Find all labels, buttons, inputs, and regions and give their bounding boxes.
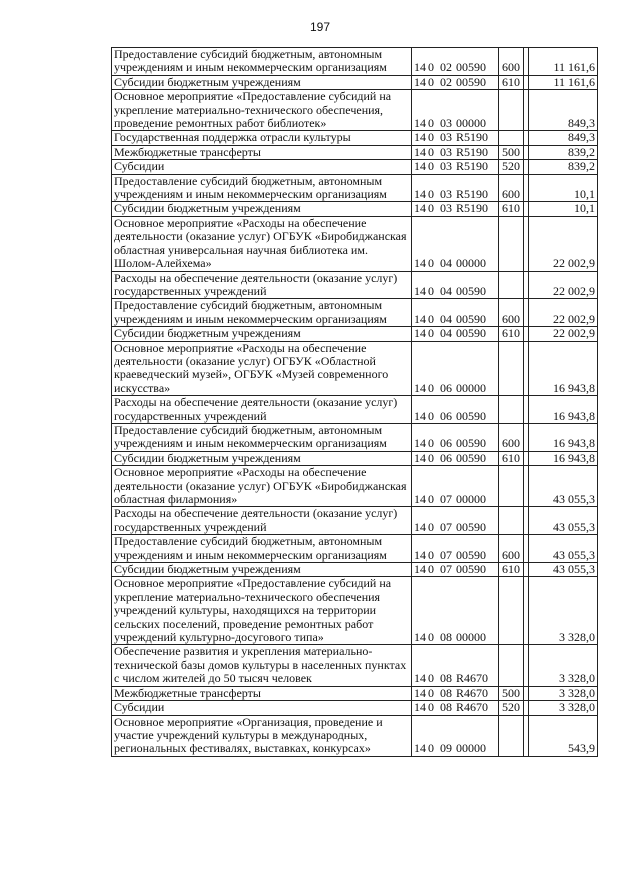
amount: 3 328,0 (529, 701, 598, 715)
code-part-event: 03 (440, 159, 452, 174)
target-article-code (412, 535, 499, 563)
code-part-direction: 00590 (456, 283, 486, 298)
code-part-direction: 00590 (456, 311, 486, 326)
code-part-event: 09 (440, 741, 452, 756)
table-row (112, 451, 598, 465)
table-row (112, 507, 598, 535)
code-part-direction: 00590 (456, 408, 486, 423)
target-article-code (412, 75, 499, 89)
budget-table (111, 47, 598, 757)
code-part-subprogram: 0 (428, 685, 434, 700)
amount: 22 002,9 (529, 271, 598, 299)
code-part-subprogram: 0 (428, 256, 434, 271)
code-part-subprogram: 0 (428, 144, 434, 159)
expense-name: Основное мероприятие «Организация, проведение и участие учреждений культуры в международных, региональных фестивалях, выставках, конкурсах» (112, 715, 412, 756)
table-row (112, 48, 598, 76)
code-part-direction: R5190 (456, 201, 489, 216)
code-part-subprogram: 0 (428, 408, 434, 423)
expense-type-code: 610 (499, 75, 524, 89)
code-part-subprogram: 0 (428, 201, 434, 216)
expense-type-code (499, 216, 524, 271)
amount: 543,9 (529, 715, 598, 756)
amount: 43 055,3 (529, 466, 598, 507)
expense-name: Расходы на обеспечение деятельности (оказание услуг) государственных учреждений (112, 507, 412, 535)
code-part-event: 04 (440, 311, 452, 326)
code-part-subprogram: 0 (428, 380, 434, 395)
code-part-direction: R5190 (456, 159, 489, 174)
code-part-event: 04 (440, 326, 452, 341)
code-part-event: 08 (440, 685, 452, 700)
code-part-direction: R4670 (456, 671, 489, 686)
code-part-subprogram: 0 (428, 630, 434, 645)
code-part-direction: R4670 (456, 700, 489, 715)
code-part-subprogram: 0 (428, 116, 434, 131)
amount: 16 943,8 (529, 341, 598, 396)
code-part-subprogram: 0 (428, 187, 434, 202)
expense-type-code (499, 341, 524, 396)
code-part-event: 07 (440, 519, 452, 534)
amount: 849,3 (529, 131, 598, 145)
code-part-program: 14 (414, 144, 426, 159)
expense-type-code: 600 (499, 174, 524, 202)
expense-name: Основное мероприятие «Расходы на обеспечение деятельности (оказание услуг) ОГБУК «Биробиджанская областная филармония» (112, 466, 412, 507)
target-article-code (412, 299, 499, 327)
expense-type-code (499, 715, 524, 756)
target-article-code (412, 216, 499, 271)
code-part-event: 07 (440, 547, 452, 562)
target-article-code (412, 327, 499, 341)
table-row (112, 701, 598, 715)
code-part-event: 03 (440, 130, 452, 145)
table-row (112, 75, 598, 89)
code-part-program: 14 (414, 547, 426, 562)
expense-type-code (499, 90, 524, 131)
table-row (112, 216, 598, 271)
code-part-subprogram: 0 (428, 436, 434, 451)
expense-name: Субсидии (112, 160, 412, 174)
code-part-subprogram: 0 (428, 130, 434, 145)
code-part-subprogram: 0 (428, 492, 434, 506)
code-part-program: 14 (414, 492, 426, 506)
code-part-program: 14 (414, 450, 426, 465)
expense-name: Предоставление субсидий бюджетным, автономным учреждениям и иным некоммерческим организациям (112, 48, 412, 76)
amount: 16 943,8 (529, 451, 598, 465)
code-part-direction: R5190 (456, 130, 489, 145)
expense-name: Расходы на обеспечение деятельности (оказание услуг) государственных учреждений (112, 396, 412, 424)
expense-name: Субсидии бюджетным учреждениям (112, 451, 412, 465)
expense-type-code (499, 577, 524, 645)
target-article-code (412, 577, 499, 645)
code-part-subprogram: 0 (428, 700, 434, 715)
code-part-direction: 00590 (456, 60, 486, 75)
code-part-event: 06 (440, 380, 452, 395)
code-part-direction: R4670 (456, 685, 489, 700)
table-row (112, 145, 598, 159)
table-row (112, 715, 598, 756)
code-part-subprogram: 0 (428, 283, 434, 298)
expense-name: Межбюджетные трансферты (112, 686, 412, 700)
target-article-code (412, 507, 499, 535)
target-article-code (412, 160, 499, 174)
code-part-event: 08 (440, 671, 452, 686)
code-part-subprogram: 0 (428, 159, 434, 174)
amount: 10,1 (529, 202, 598, 216)
amount: 3 328,0 (529, 645, 598, 686)
expense-name: Межбюджетные трансферты (112, 145, 412, 159)
expense-name: Основное мероприятие «Расходы на обеспечение деятельности (оказание услуг) ОГБУК «Биробиджанская областная универсальная научная библиотека им. Шолом-Алейхема» (112, 216, 412, 271)
expense-name: Субсидии бюджетным учреждениям (112, 327, 412, 341)
table-row (112, 271, 598, 299)
code-part-event: 04 (440, 256, 452, 271)
table-row (112, 396, 598, 424)
code-part-direction: 00000 (456, 630, 486, 645)
table-row (112, 423, 598, 451)
code-part-event: 03 (440, 144, 452, 159)
expense-type-code (499, 645, 524, 686)
expense-name: Предоставление субсидий бюджетным, автономным учреждениям и иным некоммерческим организациям (112, 423, 412, 451)
table-row (112, 90, 598, 131)
expense-name: Основное мероприятие «Расходы на обеспечение деятельности (оказание услуг) ОГБУК «Областной краеведческий музей», ОГБУК «Музей современного искусства» (112, 341, 412, 396)
code-part-direction: 00590 (456, 450, 486, 465)
code-part-event: 07 (440, 562, 452, 577)
expense-type-code (499, 466, 524, 507)
code-part-program: 14 (414, 685, 426, 700)
code-part-event: 06 (440, 436, 452, 451)
table-row (112, 327, 598, 341)
target-article-code (412, 396, 499, 424)
expense-name: Субсидии (112, 701, 412, 715)
code-part-subprogram: 0 (428, 74, 434, 89)
table-row (112, 466, 598, 507)
code-part-event: 06 (440, 450, 452, 465)
expense-type-code: 600 (499, 299, 524, 327)
target-article-code (412, 466, 499, 507)
expense-name: Субсидии бюджетным учреждениям (112, 75, 412, 89)
amount: 16 943,8 (529, 396, 598, 424)
expense-type-code: 600 (499, 423, 524, 451)
table-row (112, 341, 598, 396)
code-part-program: 14 (414, 130, 426, 145)
amount: 839,2 (529, 160, 598, 174)
expense-type-code (499, 131, 524, 145)
target-article-code (412, 341, 499, 396)
code-part-program: 14 (414, 60, 426, 75)
amount: 11 161,6 (529, 75, 598, 89)
code-part-direction: 00590 (456, 74, 486, 89)
code-part-subprogram: 0 (428, 562, 434, 577)
expense-type-code (499, 271, 524, 299)
table-row (112, 131, 598, 145)
code-part-event: 02 (440, 74, 452, 89)
code-part-program: 14 (414, 562, 426, 577)
table-row (112, 535, 598, 563)
target-article-code (412, 271, 499, 299)
code-part-subprogram: 0 (428, 450, 434, 465)
code-part-event: 03 (440, 187, 452, 202)
code-part-direction: 00000 (456, 116, 486, 131)
amount: 22 002,9 (529, 216, 598, 271)
target-article-code (412, 202, 499, 216)
amount: 849,3 (529, 90, 598, 131)
code-part-program: 14 (414, 741, 426, 756)
code-part-direction: 00590 (456, 436, 486, 451)
code-part-direction: 00590 (456, 562, 486, 577)
table-row (112, 577, 598, 645)
code-part-subprogram: 0 (428, 60, 434, 75)
table-row (112, 299, 598, 327)
amount: 22 002,9 (529, 327, 598, 341)
code-part-event: 03 (440, 116, 452, 131)
code-part-subprogram: 0 (428, 519, 434, 534)
expense-type-code: 500 (499, 686, 524, 700)
code-part-event: 03 (440, 201, 452, 216)
target-article-code (412, 131, 499, 145)
expense-type-code: 610 (499, 563, 524, 577)
expense-type-code: 610 (499, 202, 524, 216)
code-part-program: 14 (414, 311, 426, 326)
target-article-code (412, 563, 499, 577)
code-part-program: 14 (414, 700, 426, 715)
code-part-direction: R5190 (456, 144, 489, 159)
code-part-direction: 00590 (456, 326, 486, 341)
amount: 3 328,0 (529, 686, 598, 700)
code-part-program: 14 (414, 630, 426, 645)
expense-name: Расходы на обеспечение деятельности (оказание услуг) государственных учреждений (112, 271, 412, 299)
target-article-code (412, 90, 499, 131)
code-part-program: 14 (414, 519, 426, 534)
code-part-event: 08 (440, 700, 452, 715)
amount: 839,2 (529, 145, 598, 159)
code-part-direction: 00000 (456, 741, 486, 756)
expense-type-code: 600 (499, 48, 524, 76)
code-part-direction: R5190 (456, 187, 489, 202)
code-part-event: 07 (440, 492, 452, 506)
expense-name: Основное мероприятие «Предоставление субсидий на укрепление материально-технического обеспечения учреждений культуры, находящихся на территории сельских поселений, проведение ремонтных работ учреждений культурно-досугового типа» (112, 577, 412, 645)
budget-table-body (112, 48, 598, 757)
code-part-event: 06 (440, 408, 452, 423)
target-article-code (412, 686, 499, 700)
target-article-code (412, 715, 499, 756)
target-article-code (412, 451, 499, 465)
code-part-program: 14 (414, 256, 426, 271)
expense-name: Обеспечение развития и укрепления материально-технической базы домов культуры в населенных пунктах с числом жителей до 50 тысяч человек (112, 645, 412, 686)
amount: 16 943,8 (529, 423, 598, 451)
page-number: 197 (309, 20, 331, 34)
target-article-code (412, 48, 499, 76)
table-row (112, 202, 598, 216)
code-part-program: 14 (414, 201, 426, 216)
expense-name: Субсидии бюджетным учреждениям (112, 563, 412, 577)
code-part-subprogram: 0 (428, 547, 434, 562)
table-row (112, 645, 598, 686)
code-part-direction: 00000 (456, 492, 486, 506)
target-article-code (412, 174, 499, 202)
code-part-direction: 00590 (456, 519, 486, 534)
amount: 43 055,3 (529, 507, 598, 535)
code-part-program: 14 (414, 326, 426, 341)
code-part-event: 04 (440, 283, 452, 298)
expense-name: Предоставление субсидий бюджетным, автономным учреждениям и иным некоммерческим организациям (112, 299, 412, 327)
amount: 10,1 (529, 174, 598, 202)
code-part-program: 14 (414, 74, 426, 89)
code-part-subprogram: 0 (428, 311, 434, 326)
expense-type-code: 520 (499, 701, 524, 715)
expense-name: Предоставление субсидий бюджетным, автономным учреждениям и иным некоммерческим организациям (112, 535, 412, 563)
code-part-program: 14 (414, 116, 426, 131)
expense-name: Предоставление субсидий бюджетным, автономным учреждениям и иным некоммерческим организациям (112, 174, 412, 202)
expense-type-code: 610 (499, 327, 524, 341)
code-part-program: 14 (414, 436, 426, 451)
target-article-code (412, 145, 499, 159)
expense-name: Основное мероприятие «Предоставление субсидий на укрепление материально-технического обеспечения, проведение ремонтных работ библиотек» (112, 90, 412, 131)
code-part-event: 08 (440, 630, 452, 645)
code-part-program: 14 (414, 380, 426, 395)
expense-type-code: 520 (499, 160, 524, 174)
code-part-program: 14 (414, 187, 426, 202)
code-part-direction: 00000 (456, 256, 486, 271)
code-part-event: 02 (440, 60, 452, 75)
expense-type-code (499, 507, 524, 535)
code-part-subprogram: 0 (428, 741, 434, 756)
expense-type-code (499, 396, 524, 424)
expense-name: Субсидии бюджетным учреждениям (112, 202, 412, 216)
expense-type-code: 610 (499, 451, 524, 465)
expense-type-code: 500 (499, 145, 524, 159)
amount: 3 328,0 (529, 577, 598, 645)
table-row (112, 174, 598, 202)
amount: 43 055,3 (529, 563, 598, 577)
code-part-direction: 00000 (456, 380, 486, 395)
table-row (112, 686, 598, 700)
amount: 43 055,3 (529, 535, 598, 563)
code-part-subprogram: 0 (428, 326, 434, 341)
target-article-code (412, 701, 499, 715)
expense-name: Государственная поддержка отрасли культуры (112, 131, 412, 145)
code-part-program: 14 (414, 159, 426, 174)
table-row (112, 563, 598, 577)
target-article-code (412, 423, 499, 451)
amount: 22 002,9 (529, 299, 598, 327)
target-article-code (412, 645, 499, 686)
amount: 11 161,6 (529, 48, 598, 76)
code-part-subprogram: 0 (428, 671, 434, 686)
code-part-program: 14 (414, 283, 426, 298)
expense-type-code: 600 (499, 535, 524, 563)
code-part-program: 14 (414, 671, 426, 686)
table-row (112, 160, 598, 174)
code-part-program: 14 (414, 408, 426, 423)
code-part-direction: 00590 (456, 547, 486, 562)
